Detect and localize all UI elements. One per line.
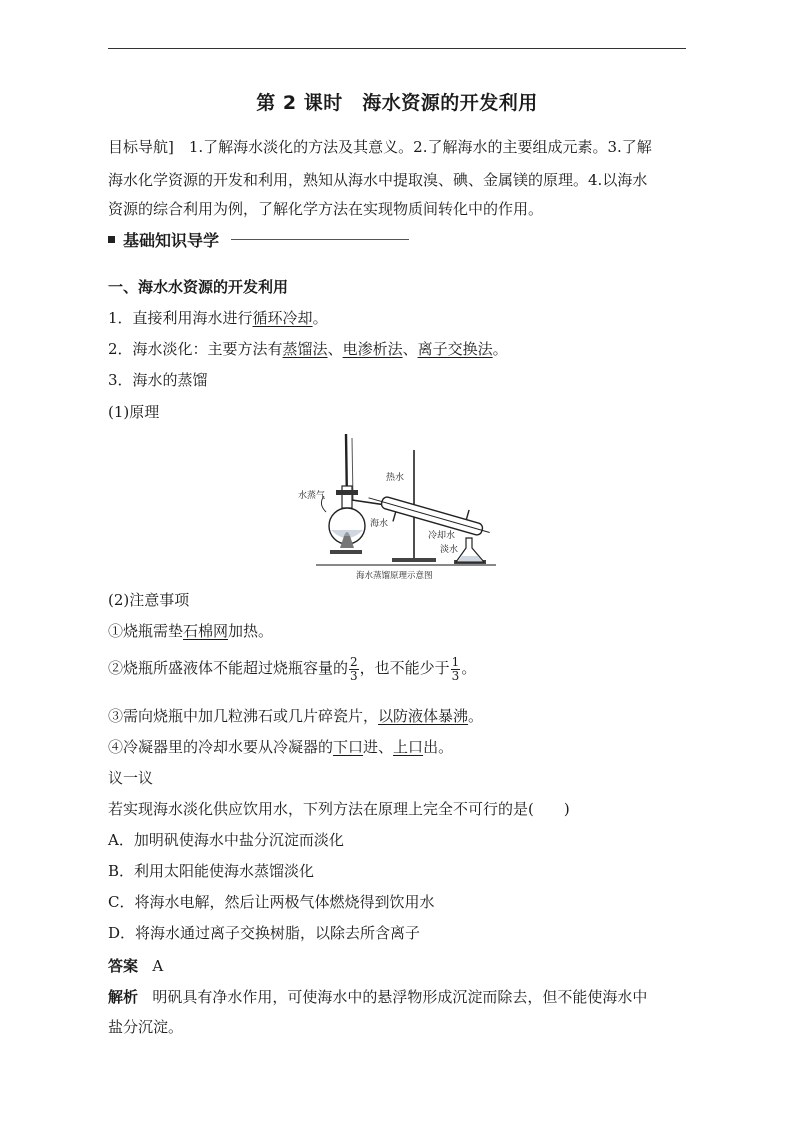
water-inlet xyxy=(393,512,396,522)
label-hot-water: 热水 xyxy=(386,473,405,483)
discuss-question xyxy=(108,799,570,819)
note-1-suffix: 加热。 xyxy=(228,622,274,640)
sub-notes: (2)注意事项 xyxy=(108,591,190,609)
fraction-2-denominator: 3 xyxy=(451,668,460,683)
note-2-suffix: 。 xyxy=(461,659,477,677)
answer-line xyxy=(108,956,163,976)
answer-value: A xyxy=(152,957,164,975)
label-cooling-water: 冷却水 xyxy=(428,531,456,541)
sub-principle: (1)原理 xyxy=(108,403,160,421)
goals-line-2: 海水化学资源的开发和利用，熟知从海水中提取溴、碘、金属镁的原理。4.以海水 xyxy=(108,171,648,189)
item-3: 3．海水的蒸馏 xyxy=(108,371,208,389)
note-4-answer-1: 下口 xyxy=(333,738,364,756)
item-2-answer-2: 电渗析法 xyxy=(342,340,403,358)
item-1-suffix: 。 xyxy=(312,309,328,327)
option-a: A．加明矾使海水中盐分沉淀而淡化 xyxy=(108,831,344,849)
distillation-diagram-svg xyxy=(296,430,502,582)
item-2 xyxy=(108,339,508,359)
note-4-prefix: ④冷凝器里的冷却水要从冷凝器的 xyxy=(108,738,334,756)
note-2-prefix: ②烧瓶所盛液体不能超过烧瓶容量的 xyxy=(108,659,349,677)
note-2 xyxy=(108,654,476,683)
section-rule xyxy=(231,239,409,240)
water-outlet xyxy=(466,510,469,520)
note-1-prefix: ①烧瓶需垫 xyxy=(108,622,184,640)
item-2-suffix: 。 xyxy=(492,340,508,358)
option-b: B．利用太阳能使海水蒸馏淡化 xyxy=(108,862,315,880)
table-line xyxy=(316,564,496,566)
fraction-1-denominator: 3 xyxy=(350,668,358,683)
option-c: C．将海水电解，然后让两极气体燃烧得到饮用水 xyxy=(108,893,435,911)
fraction-2-numerator: 1 xyxy=(451,654,460,669)
flask-neck xyxy=(342,486,352,508)
analysis-text-1: 明矾具有净水作用，可使海水中的悬浮物形成沉淀而除去，但不能使海水中 xyxy=(152,988,648,1006)
option-d: D．将海水通过离子交换树脂，以除去所含离子 xyxy=(108,924,421,942)
goals-line-3: 资源的综合利用为例，了解化学方法在实现物质间转化中的作用。 xyxy=(108,200,544,218)
section-heading-text: 基础知识导学 xyxy=(123,231,220,250)
fraction-one-third xyxy=(451,656,461,683)
fraction-two-thirds xyxy=(349,656,359,683)
answer-label: 答案 xyxy=(108,957,139,975)
note-3 xyxy=(108,706,483,726)
note-4-answer-2: 上口 xyxy=(393,738,424,756)
fresh-water-liquid xyxy=(458,556,482,561)
distillation-diagram xyxy=(296,430,502,582)
figure-caption: 海水蒸馏原理示意图 xyxy=(356,571,433,581)
question-text: 若实现海水淡化供应饮用水，下列方法在原理上完全不可行的是( xyxy=(108,800,534,818)
item-2-sep-1: 、 xyxy=(327,340,343,358)
item-1-prefix: 1．直接利用海水进行 xyxy=(108,309,253,327)
item-2-sep-2: 、 xyxy=(402,340,418,358)
section-heading xyxy=(108,228,409,251)
fraction-1-numerator: 2 xyxy=(350,654,358,669)
goals-line-1: 目标导航] 1.了解海水淡化的方法及其意义。2.了解海水的主要组成元素。3.了解 xyxy=(108,138,652,156)
item-2-prefix: 2．海水淡化：主要方法有 xyxy=(108,340,283,358)
page-title: 第 2 课时 海水资源的开发利用 xyxy=(256,92,538,114)
note-4-middle: 进、 xyxy=(363,738,394,756)
flask-clamp xyxy=(336,490,358,495)
item-2-answer-3: 离子交换法 xyxy=(417,340,493,358)
note-3-answer: 以防液体暴沸 xyxy=(378,707,469,725)
square-bullet-icon xyxy=(108,236,115,243)
note-3-prefix: ③需向烧瓶中加几粒沸石或几片碎瓷片， xyxy=(108,707,379,725)
note-4 xyxy=(108,737,453,757)
discuss-heading: 议一议 xyxy=(108,769,154,787)
question-end: ) xyxy=(563,800,570,818)
header-rule xyxy=(108,48,686,49)
analysis-line-2: 盐分沉淀。 xyxy=(108,1018,184,1036)
analysis-line-1 xyxy=(108,987,647,1007)
part1-heading: 一、海水水资源的开发利用 xyxy=(108,278,289,296)
note-2-middle: ，也不能少于 xyxy=(359,659,450,677)
note-1-answer: 石棉网 xyxy=(183,622,229,640)
label-steam: 水蒸气 xyxy=(298,491,326,501)
analysis-label: 解析 xyxy=(108,988,139,1006)
item-1-answer: 循环冷却 xyxy=(252,309,313,327)
burner-stand-base xyxy=(330,550,362,554)
label-seawater: 海水 xyxy=(370,519,389,529)
note-1 xyxy=(108,621,273,641)
note-4-suffix: 出。 xyxy=(423,738,454,756)
item-1 xyxy=(108,308,328,328)
iron-stand-base xyxy=(392,558,436,562)
item-2-answer-1: 蒸馏法 xyxy=(282,340,328,358)
label-fresh-water: 淡水 xyxy=(440,545,459,555)
note-3-suffix: 。 xyxy=(468,707,484,725)
